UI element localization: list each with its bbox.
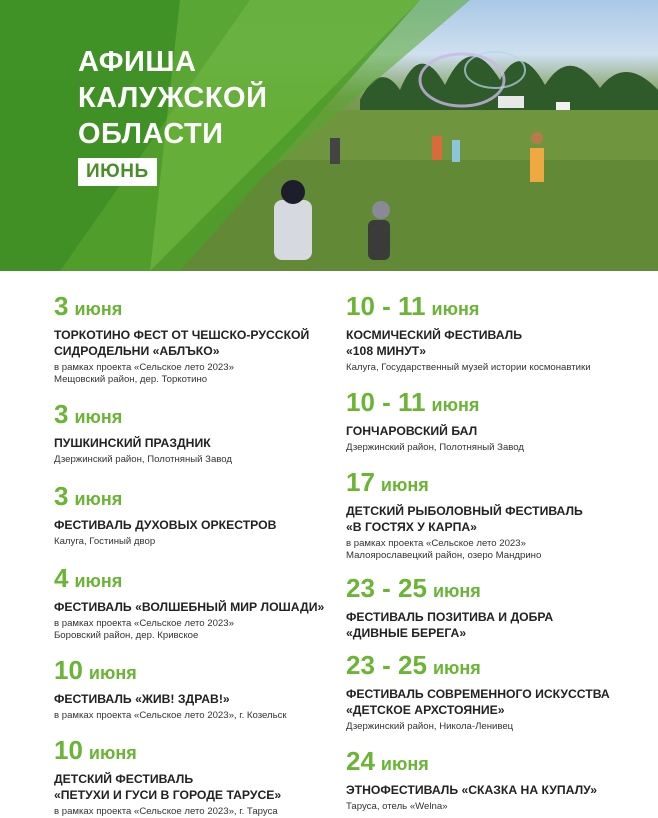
event-name: ФЕСТИВАЛЬ СОВРЕМЕННОГО ИСКУССТВА «ДЕТСКОЕ АРХСТОЯНИЕ» bbox=[346, 687, 610, 717]
event-info: Калуга, Гостиный двор bbox=[54, 536, 156, 547]
event-name: ФЕСТИВАЛЬ «ЖИВ! ЗДРАВ!» bbox=[54, 692, 230, 706]
event-item bbox=[346, 468, 646, 562]
event-name: ФЕСТИВАЛЬ ПОЗИТИВА И ДОБРА «ДИВНЫЕ БЕРЕГА» bbox=[346, 610, 554, 640]
event-info: в рамках проекта «Сельское лето 2023», г. Таруса bbox=[54, 806, 278, 817]
event-info: в рамках проекта «Сельское лето 2023» Мещовский район, дер. Торкотино bbox=[54, 362, 234, 385]
event-date: 23 - 25 июня bbox=[346, 573, 481, 603]
event-info: в рамках проекта «Сельское лето 2023», г. Козельск bbox=[54, 710, 287, 721]
event-date: 23 - 25 июня bbox=[346, 650, 481, 680]
event-date: 3 июня bbox=[54, 481, 123, 511]
event-date: 10 июня bbox=[54, 655, 137, 685]
event-date: 10 июня bbox=[54, 735, 137, 765]
event-name: ЭТНОФЕСТИВАЛЬ «СКАЗКА НА КУПАЛУ» bbox=[346, 783, 598, 797]
event-date: 3 июня bbox=[54, 399, 123, 429]
hero-banner bbox=[0, 0, 658, 271]
event-item bbox=[54, 656, 336, 722]
event-item bbox=[54, 736, 336, 818]
event-info: Дзержинский район, Никола-Ленивец bbox=[346, 721, 514, 732]
event-item bbox=[346, 574, 646, 641]
events-column-right bbox=[346, 292, 646, 813]
event-name: ГОНЧАРОВСКИЙ БАЛ bbox=[346, 424, 478, 438]
event-date: 4 июня bbox=[54, 563, 123, 593]
event-item bbox=[54, 482, 336, 548]
event-info: Калуга, Государственный музей истории космонавтики bbox=[346, 362, 591, 373]
event-name: ПУШКИНСКИЙ ПРАЗДНИК bbox=[54, 436, 211, 450]
month-badge: ИЮНЬ bbox=[78, 158, 157, 186]
events-column-left bbox=[54, 292, 336, 818]
poster-title: АФИША КАЛУЖСКОЙ ОБЛАСТИ bbox=[78, 46, 268, 150]
event-info: Дзержинский район, Полотняный Завод bbox=[54, 454, 233, 465]
event-info: Дзержинский район, Полотняный Завод bbox=[346, 442, 525, 453]
event-date: 24 июня bbox=[346, 746, 429, 776]
event-item bbox=[346, 388, 646, 454]
event-name: ДЕТСКИЙ ФЕСТИВАЛЬ «ПЕТУХИ И ГУСИ В ГОРОДЕ ТАРУСЕ» bbox=[54, 772, 282, 802]
event-item bbox=[346, 292, 646, 374]
event-item bbox=[346, 747, 646, 813]
event-item bbox=[54, 292, 336, 386]
event-date: 3 июня bbox=[54, 291, 123, 321]
event-item bbox=[346, 651, 646, 733]
event-info: Таруса, отель «Welna» bbox=[346, 801, 448, 812]
event-item bbox=[54, 564, 336, 642]
event-info: в рамках проекта «Сельское лето 2023» Малоярославецкий район, озеро Мандрино bbox=[346, 538, 542, 561]
event-name: ДЕТСКИЙ РЫБОЛОВНЫЙ ФЕСТИВАЛЬ «В ГОСТЯХ У КАРПА» bbox=[346, 504, 583, 534]
event-name: КОСМИЧЕСКИЙ ФЕСТИВАЛЬ «108 МИНУТ» bbox=[346, 328, 522, 358]
event-date: 10 - 11 июня bbox=[346, 291, 480, 321]
event-info: в рамках проекта «Сельское лето 2023» Боровский район, дер. Кривское bbox=[54, 618, 234, 641]
event-date: 17 июня bbox=[346, 467, 429, 497]
event-date: 10 - 11 июня bbox=[346, 387, 480, 417]
event-name: ТОРКОТИНО ФЕСТ ОТ ЧЕШСКО-РУССКОЙ СИДРОДЕЛЬНИ «АБЛЪКО» bbox=[54, 328, 310, 358]
event-item bbox=[54, 400, 336, 466]
event-name: ФЕСТИВАЛЬ ДУХОВЫХ ОРКЕСТРОВ bbox=[54, 518, 277, 532]
event-name: ФЕСТИВАЛЬ «ВОЛШЕБНЫЙ МИР ЛОШАДИ» bbox=[54, 600, 325, 614]
